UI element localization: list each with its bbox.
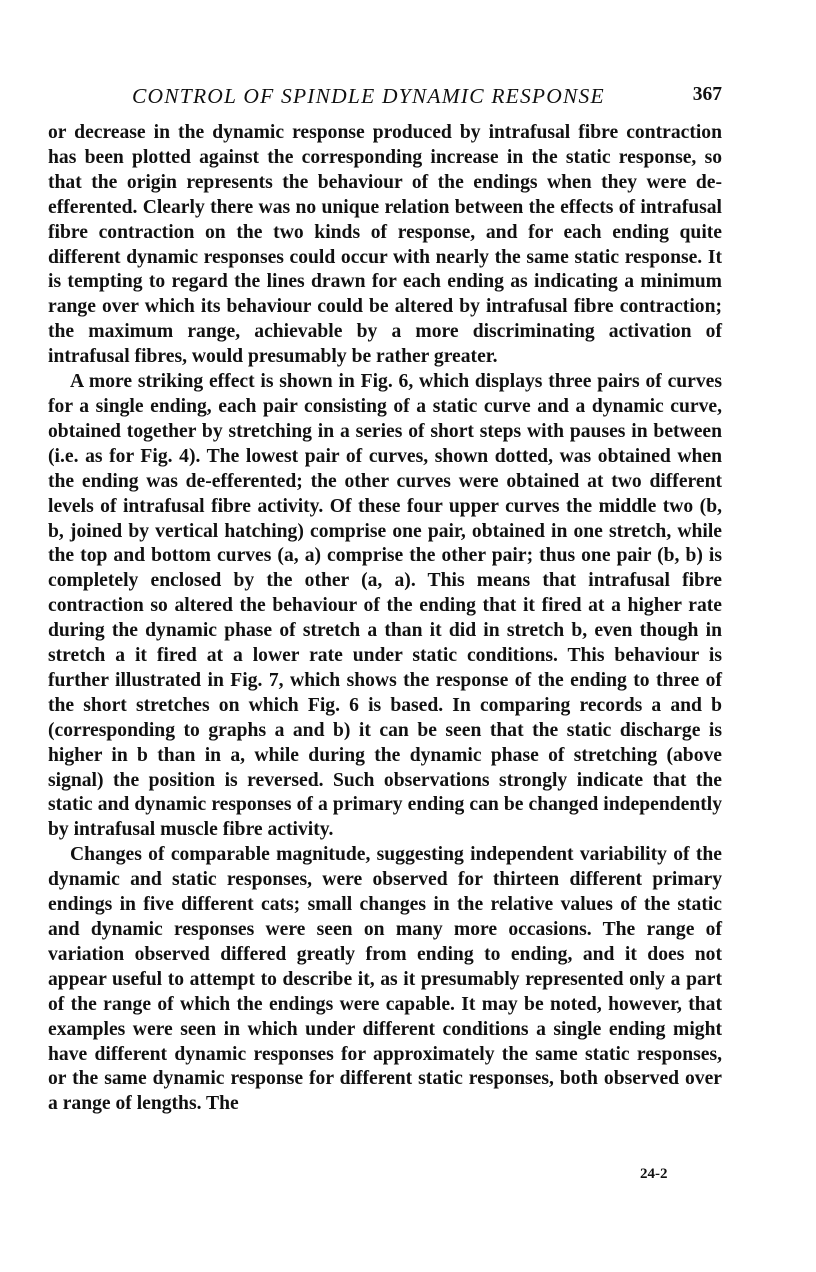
paragraph-3: Changes of comparable magnitude, suggesting independent variability of the dynamic and static responses, were observed for thirteen different primary endings in five different cats; small changes in the relative values of the static and dynamic responses were seen on many more occasions. The range of variation observed differed greatly from ending to ending, and it does not appear useful to attempt to describe it, as it presumably represented only a part of the range of which the endings were capable. It may be noted, however, that examples were seen in which under different conditions a single ending might have different dynamic responses for approximately the same static responses, or the same dynamic response for different static responses, both observed over a range of lengths. The [48, 844, 722, 1115]
running-title: CONTROL OF SPINDLE DYNAMIC RESPONSE [132, 84, 605, 108]
page-number: 367 [692, 84, 722, 105]
body-text [48, 121, 722, 1117]
page-header [48, 84, 722, 114]
signature-mark: 24-2 [640, 1166, 668, 1182]
paragraph-2: A more striking effect is shown in Fig. 6, which displays three pairs of curves for a single ending, each pair consisting of a static curve and a dynamic curve, obtained together by stretching in a series of short steps with pauses in between (i.e. as for Fig. 4). The lowest pair of curves, shown dotted, was obtained when the ending was de-efferented; the other curves were obtained at two different levels of intrafusal fibre activity. Of these four upper curves the middle two (b, b, joined by vertical hatching) comprise one pair, obtained in one stretch, while the top and bottom curves (a, a) comprise the other pair; thus one pair (b, b) is completely enclosed by the other (a, a). This means that intrafusal fibre contraction so altered the behaviour of the ending that it fired at a higher rate during the dynamic phase of stretch a than it did in stretch b, even though in stretch a it fired at a lower rate under static conditions. This behaviour is further illustrated in Fig. 7, which shows the response of the ending to three of the short stretches on which Fig. 6 is based. In comparing records a and b (corresponding to graphs a and b) it can be seen that the static discharge is higher in b than in a, while during the dynamic phase of stretching (above signal) the position is reversed. Such observations strongly indicate that the static and dynamic responses of a primary ending can be changed independently by intrafusal muscle fibre activity. [48, 371, 722, 841]
paragraph-1: or decrease in the dynamic response produced by intrafusal fibre contraction has been plotted against the corresponding increase in the static response, so that the origin represents the behaviour of the endings when they were de-efferented. Clearly there was no unique relation between the effects of intrafusal fibre contraction on the two kinds of response, and for each ending quite different dynamic responses could occur with nearly the same static response. It is tempting to regard the lines drawn for each ending as indicating a minimum range over which its behaviour could be altered by intrafusal fibre contraction; the maximum range, achievable by a more discriminating activation of intrafusal fibres, would presumably be rather greater. [48, 122, 722, 368]
